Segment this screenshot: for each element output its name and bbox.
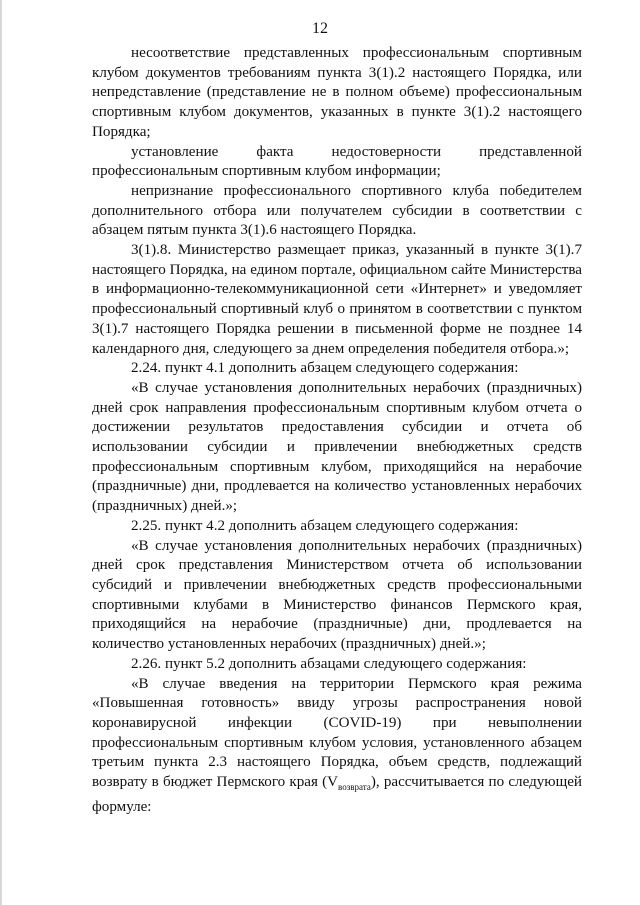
paragraph-1: несоответствие представленных профессиональным спортивным клубом документов требованиям пункта 3(1).2 настоящего Порядка, или непредставление (представление не в полном объеме) профессиональным спортивным клубом документов, указанных в пункте 3(1).2 настоящего Порядка; [92,45,582,140]
volume-symbol-subscript: возврата [338,782,371,793]
paragraph-10 [92,675,582,818]
paragraph-5: 2.24. пункт 4.1 дополнить абзацем следующего содержания: [131,360,519,377]
paragraph-10-text-before: «В случае введения на территории Пермского края режима «Повышенная готовность» ввиду угрозы распространения новой коронавирусной инфекции (COVID-19) при невыполнении профессиональным спортивным клубом условия, установленного абзацем третьим пункта 2.3 настоящего Порядка, объем средств, подлежащий возврату в бюджет Пермского края ( [92,675,582,791]
paragraph-9: 2.26. пункт 5.2 дополнить абзацами следующего содержания: [131,655,527,672]
paragraph-7: 2.25. пункт 4.2 дополнить абзацем следующего содержания: [131,517,519,534]
paragraph-10-text-after: ), рассчитывается по следующей формуле: [92,774,582,815]
paragraph-2: установление факта недостоверности представленной профессиональным спортивным клубом информации; [92,143,582,180]
volume-symbol: V [327,774,339,791]
paragraph-8: «В случае установления дополнительных нерабочих (праздничных) дней срок представления Министерством отчета об использовании субсидий и привлечении внебюджетных средств профессиональными спортивными клубами в Министерство финансов Пермского края, приходящийся на нерабочие (праздничные) дни, продлевается на количество установленных нерабочих (праздничных) дней.»; [92,537,582,653]
paragraph-4: 3(1).8. Министерство размещает приказ, указанный в пункте 3(1).7 настоящего Порядка, на едином портале, официальном сайте Министерства в информационно-телекоммуникационной сети «Интернет» и уведомляет профессиональный спортивный клуб о принятом в соответствии с пунктом 3(1).7 настоящего Порядка решении в письменной форме не позднее 14 календарного дня, следующего за днем определения победителя отбора.»; [92,242,582,357]
paragraph-3: непризнание профессионального спортивного клуба победителем дополнительного отбора или получателем субсидии в соответствии с абзацем пятым пункта 3(1).6 настоящего Порядка. [92,182,582,239]
document-body [92,44,582,817]
paragraph-6: «В случае установления дополнительных нерабочих (праздничных) дней срок направления профессиональным спортивным клубом отчета о достижении результатов предоставления субсидии и отчета об использовании субсидии и привлечении внебюджетных средств профессиональным спортивным клубом, приходящийся на нерабочие (праздничные) дни, продлевается на количество установленных нерабочих (праздничных) дней.»; [92,379,582,515]
page-number: 12 [312,20,328,37]
scan-edge [0,0,2,905]
